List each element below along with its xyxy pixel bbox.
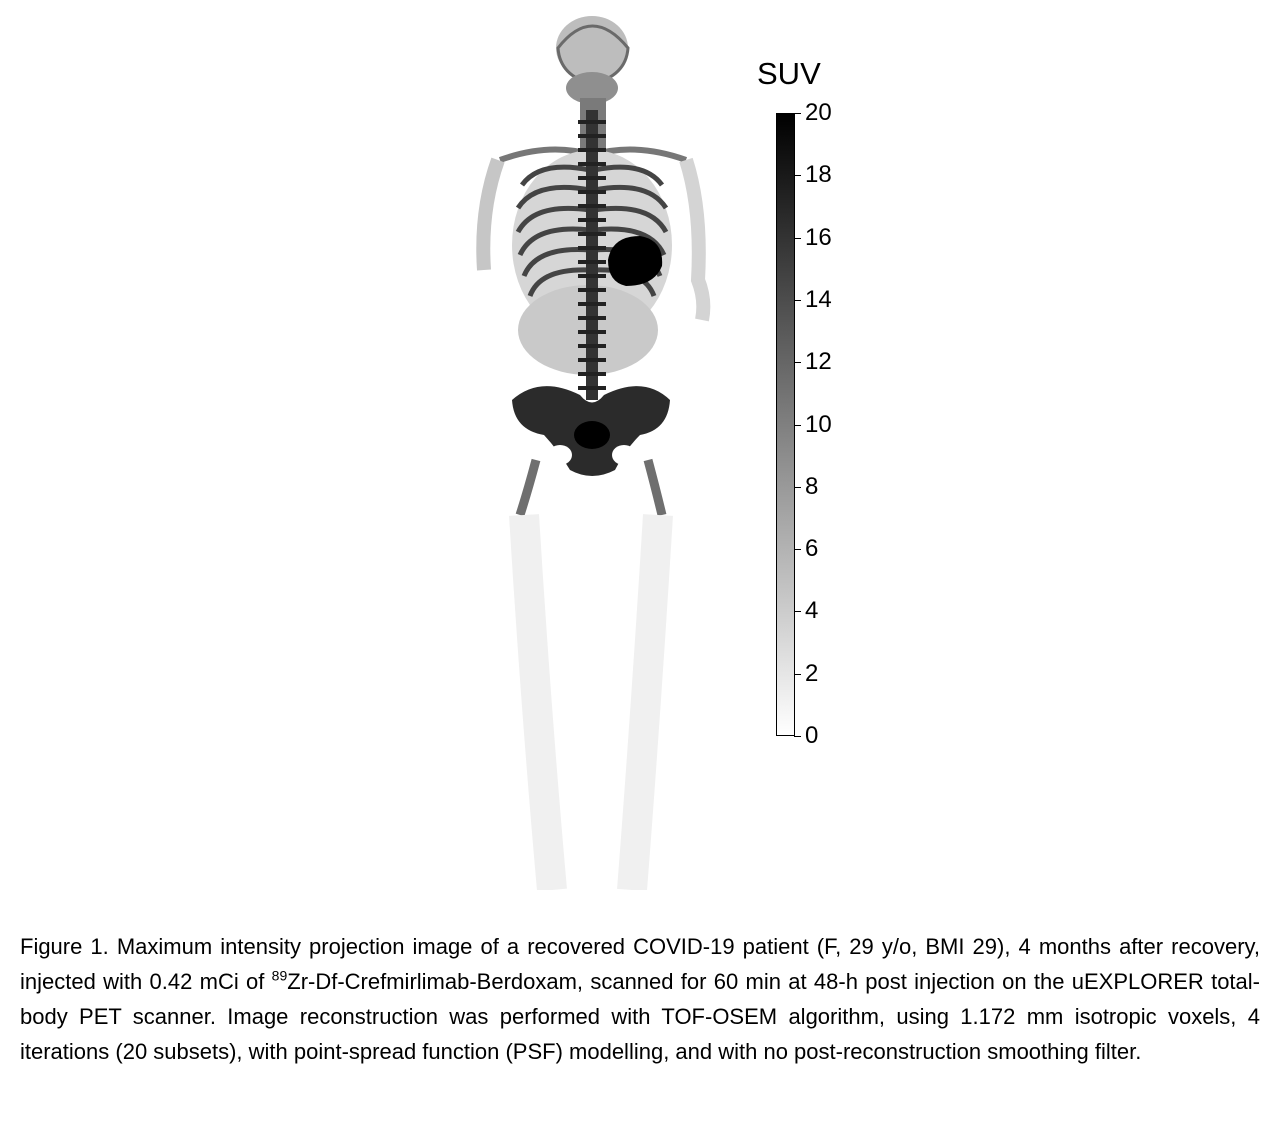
colorbar-tick-mark (794, 549, 801, 550)
left-arm (483, 160, 498, 270)
colorbar-tick-label: 14 (805, 285, 832, 313)
colorbar-tick-label: 10 (805, 410, 832, 438)
right-arm (686, 160, 703, 320)
figure-caption (20, 929, 1260, 1069)
pet-mip-image (440, 10, 760, 890)
pelvic-foramen-left (548, 445, 572, 465)
colorbar-tick-mark (794, 611, 801, 612)
left-femur (520, 460, 536, 515)
colorbar-tick-mark (794, 175, 801, 176)
colorbar-tick-label: 2 (805, 659, 819, 687)
colorbar-gradient (776, 113, 795, 736)
left-leg (524, 515, 552, 890)
colorbar-tick-label: 18 (805, 161, 832, 189)
right-leg (632, 515, 658, 890)
colorbar-tick-mark (794, 487, 801, 488)
colorbar-tick-label: 12 (805, 348, 832, 376)
colorbar-tick-mark (794, 113, 801, 114)
caption-text-part1: Figure 1. Maximum intensity projection image of a recovered COVID-19 patient (F, 29 y/o, BMI 29), 4 months after recovery, injected with 0.42 mCi of (20, 934, 1260, 994)
colorbar-tick-mark (794, 425, 801, 426)
colorbar-tick-label: 0 (805, 722, 819, 749)
colorbar-tick-label: 20 (805, 99, 832, 126)
colorbar-tick-mark (794, 674, 801, 675)
caption-text-part2: Zr-Df-Crefmirlimab-Berdoxam, scanned for 60 min at 48-h post injection on the uEXPLORER total-body PET scanner. Image reconstruction was performed with TOF-OSEM algorithm, using 1.172 mm isotropic voxels, 4 iterations (20 subsets), with point-spread function (PSF) modelling, and with no post-reconstruction smoothing filter. (20, 969, 1260, 1064)
colorbar-tick-label: 8 (805, 472, 819, 500)
colorbar-tick-mark (794, 238, 801, 239)
colorbar-tick-mark (794, 362, 801, 363)
colorbar-title: SUV (757, 56, 821, 91)
pelvic-foramen-right (612, 445, 636, 465)
colorbar-tick-label: 6 (805, 535, 819, 563)
colorbar-tick-label: 16 (805, 223, 832, 251)
colorbar-tick-mark (794, 300, 801, 301)
colorbar-tick-label: 4 (805, 597, 819, 625)
bladder-hotspot (574, 421, 610, 449)
caption-superscript: 89 (271, 967, 288, 984)
right-femur (648, 460, 662, 515)
colorbar-tick-mark (794, 736, 801, 737)
